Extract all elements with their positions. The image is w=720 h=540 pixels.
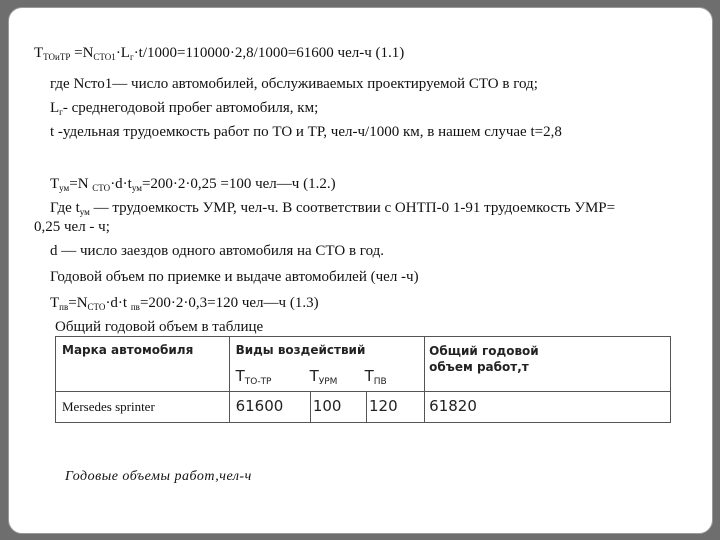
text-line-umr-value: 0,25 чел - ч;	[34, 219, 110, 235]
header-brand-cell	[56, 337, 230, 392]
value-total: 61820	[429, 397, 477, 415]
header-brand: Марка автомобиля	[62, 343, 194, 357]
header-total: Общий годовой объем работ,т	[429, 344, 539, 374]
text-line-nsto: где Nсто1— число автомобилей, обслуживаемых проектируемой СТО в год;	[50, 76, 538, 92]
cell-total	[425, 392, 671, 423]
formula-1-3: $Т_{пв}=N_{СТО}\cdot d\cdot t$ $_{пв}$=200·2·0,3=120 чел—ч (1.3)	[50, 295, 319, 312]
table-caption: Годовые объемы работ,чел-ч	[65, 469, 252, 484]
text-line-d: d — число заездов одного автомобиля на СТО в год.	[50, 243, 385, 259]
text-line-t: t -удельная трудоемкость работ по ТО и ТР, чел-ч/1000 км, в нашем случае t=2,8	[50, 124, 562, 140]
text-line-tum: Где $t_{ум}$ — трудоемкость УМР, чел-ч. В соответствии с ОНТП-0 1-91 трудоемкость УМР=	[50, 200, 616, 217]
text-line-lg: $L_г-$ среднегодовой пробег автомобиля, км;	[50, 100, 319, 117]
text-line-table-intro: Общий годовой объем в таблице	[55, 319, 264, 335]
cell-pv	[366, 392, 424, 423]
value-urm: 100	[312, 397, 342, 415]
header-kinds: Виды воздействий	[235, 343, 366, 357]
value-pv: 120	[368, 397, 398, 415]
header-total-cell	[425, 337, 671, 392]
cell-brand	[56, 392, 230, 423]
value-to-tr: 61600	[235, 397, 284, 415]
text-line-pv-heading: Годовой объем по приемке и выдаче автомобилей (чел -ч)	[50, 269, 419, 285]
header-kinds-cell	[229, 337, 425, 392]
cell-to-tr	[229, 392, 310, 423]
workload-table	[55, 336, 671, 423]
symbol-t-to-tr: $Т_{ТО-ТР}$	[235, 367, 272, 387]
symbol-t-urm: $Т_{УРМ}$	[309, 367, 338, 387]
brand-name: Mersedes sprinter	[62, 399, 155, 414]
symbol-t-pv: $Т_{ПВ}$	[364, 367, 387, 387]
cell-urm	[310, 392, 366, 423]
formula-1-2: $Т_{ум}=N$ $_{СТО}\cdot d\cdot t_{ум}=200\cdot 2\cdot 0,25 =100$ чел—ч (1.2.)	[50, 176, 336, 193]
formula-1-1: $Т_{ТОиТР} =N_{СТО1}\cdot L_г\cdot t/1000=110000\cdot 2,8/1000=61600$ чел-ч (1.1)	[34, 45, 405, 62]
